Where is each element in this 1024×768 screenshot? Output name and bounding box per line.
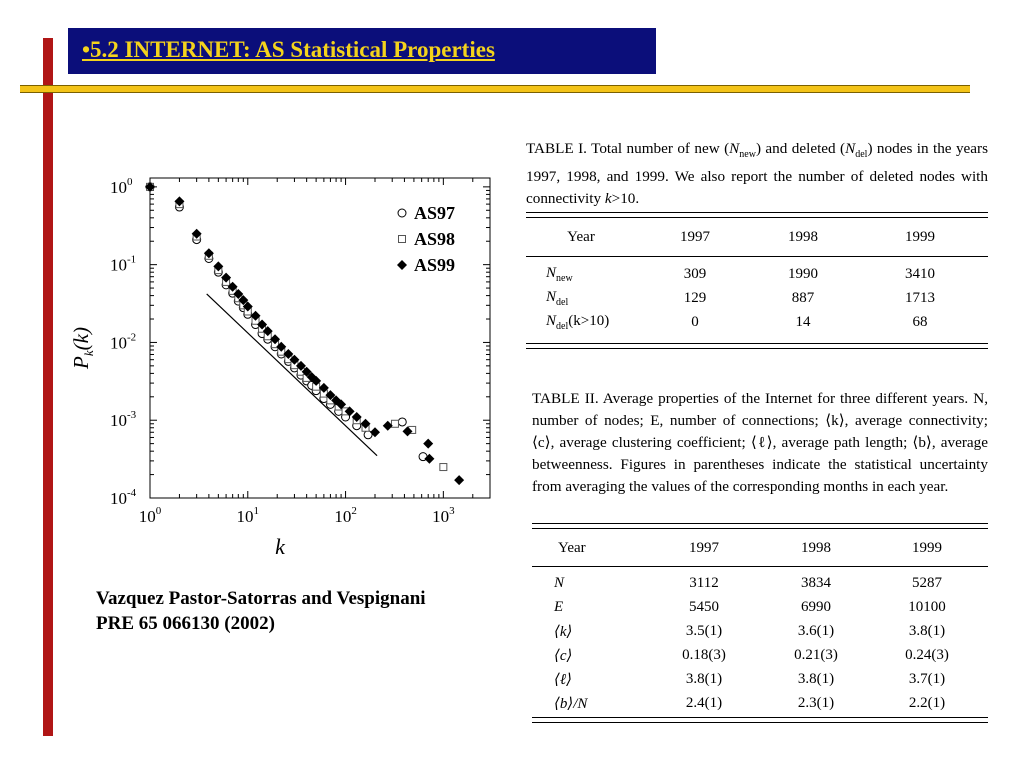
table1-header-rule bbox=[526, 256, 988, 257]
data-point-marker bbox=[398, 418, 406, 426]
legend-label: AS97 bbox=[414, 203, 456, 223]
table1-caption bbox=[526, 138, 988, 210]
table-row bbox=[532, 595, 988, 619]
legend-marker bbox=[397, 260, 407, 270]
data-point-marker bbox=[440, 464, 447, 471]
table1-bottom-rule bbox=[526, 343, 988, 349]
table-cell: 2.4(1) bbox=[685, 694, 723, 711]
caption-text: >10. bbox=[611, 190, 640, 208]
data-point bbox=[423, 439, 433, 449]
y-tick-label: $10^0$ bbox=[110, 175, 133, 197]
citation bbox=[96, 586, 426, 636]
legend-marker bbox=[398, 209, 406, 217]
series-as99 bbox=[145, 182, 464, 485]
table2-bottom-rule bbox=[532, 717, 988, 723]
table-cell: 14 bbox=[795, 313, 811, 330]
data-point-marker bbox=[423, 439, 433, 449]
table-cell: 887 bbox=[791, 289, 815, 306]
table-header-cell: 1997 bbox=[680, 228, 710, 245]
table-cell: 5450 bbox=[689, 598, 719, 615]
left-accent-bar bbox=[43, 38, 53, 736]
table-cell: 2.3(1) bbox=[797, 694, 835, 711]
table-header-cell: 1997 bbox=[689, 539, 719, 556]
row-label: $N_{del}$ bbox=[546, 288, 569, 308]
y-tick-label: $10^{-1}$ bbox=[110, 253, 137, 275]
table-cell: 6990 bbox=[801, 598, 831, 615]
caption-symbol: k bbox=[604, 190, 612, 208]
row-label: $N_{new}$ bbox=[546, 264, 573, 284]
legend-marker bbox=[399, 236, 406, 243]
row-label: ⟨c⟩ bbox=[554, 647, 573, 664]
table-header-cell: 1999 bbox=[912, 539, 942, 556]
table-cell: 0.24(3) bbox=[905, 646, 949, 663]
title-box bbox=[68, 28, 656, 74]
caption-symbol: N bbox=[729, 140, 740, 157]
table1 bbox=[526, 225, 988, 249]
x-axis-label: k bbox=[275, 534, 285, 559]
row-label: E bbox=[554, 598, 564, 615]
table2-body bbox=[532, 571, 988, 715]
row-label: ⟨k⟩ bbox=[554, 623, 573, 640]
citation-authors: Vazquez Pastor-Satorras and Vespignani bbox=[96, 588, 426, 609]
row-label: $N_{del}(k>10)$ bbox=[546, 312, 610, 332]
table-row bbox=[532, 667, 988, 691]
table-cell: 3112 bbox=[689, 574, 719, 591]
table-cell: 0 bbox=[691, 313, 699, 330]
table-cell: 309 bbox=[683, 265, 707, 282]
legend-item bbox=[397, 255, 455, 275]
table-header-cell: 1999 bbox=[905, 228, 935, 245]
row-label: N bbox=[554, 574, 565, 591]
table-cell: 1990 bbox=[788, 265, 818, 282]
table-cell: 0.18(3) bbox=[682, 646, 726, 663]
citation-reference: PRE 65 066130 (2002) bbox=[96, 613, 275, 634]
caption-text: TABLE I. Total number of new ( bbox=[526, 140, 730, 157]
table-cell: 0.21(3) bbox=[794, 646, 838, 663]
series-as98 bbox=[147, 183, 447, 470]
table1-body bbox=[526, 262, 988, 334]
table-cell: 3.5(1) bbox=[685, 622, 723, 639]
row-label: ⟨ℓ⟩ bbox=[554, 671, 572, 688]
table1-top-rule bbox=[526, 212, 988, 218]
table-cell: 3.6(1) bbox=[797, 622, 835, 639]
table-row bbox=[526, 286, 988, 310]
x-tick-label: $10^2$ bbox=[334, 505, 357, 526]
slide-title: •5.2 INTERNET: AS Statistical Properties bbox=[82, 37, 495, 62]
table-cell: 5287 bbox=[912, 574, 942, 591]
legend-item bbox=[399, 229, 456, 249]
data-point-marker bbox=[454, 475, 464, 485]
data-point bbox=[454, 475, 464, 485]
table-cell: 10100 bbox=[908, 598, 946, 615]
y-tick-label: $10^{-3}$ bbox=[110, 409, 137, 431]
data-point bbox=[398, 418, 406, 426]
table-cell: 3.8(1) bbox=[908, 622, 946, 639]
table-cell: 3.8(1) bbox=[685, 670, 723, 687]
table2-header-row bbox=[532, 536, 988, 560]
y-tick-label: $10^{-4}$ bbox=[110, 487, 137, 508]
legend-item bbox=[398, 203, 455, 223]
degree-distribution-chart bbox=[60, 160, 510, 570]
series-as97 bbox=[146, 183, 427, 461]
table1-header-row bbox=[526, 225, 988, 249]
table-cell: 68 bbox=[912, 313, 928, 330]
top-accent-rule bbox=[20, 85, 970, 93]
table2-header-rule bbox=[532, 566, 988, 567]
table-row bbox=[532, 643, 988, 667]
data-point bbox=[440, 464, 447, 471]
x-tick-label: $10^0$ bbox=[138, 505, 162, 526]
table-row bbox=[532, 691, 988, 715]
legend bbox=[397, 203, 455, 275]
table-header-cell: Year bbox=[567, 228, 595, 245]
y-axis-label: $P_k(k)$ bbox=[69, 327, 96, 369]
table2-caption: TABLE II. Average properties of the Internet for three different years. N, number of nodes; E, number of connections; ⟨k⟩, average connectivity; ⟨c⟩, average clustering coefficient; ⟨ℓ⟩, average path length; ⟨b⟩, average betweenness. Figures in parentheses indicate the statistical uncertainty from averaging the values of the corresponding months in each year. bbox=[532, 390, 988, 495]
data-point bbox=[391, 420, 398, 427]
caption-text: ) nodes in the years 1997, 1998, and 1999. We also report the number of deleted nodes with connectivity bbox=[526, 140, 988, 208]
table-cell: 3.8(1) bbox=[797, 670, 835, 687]
caption-text: ) and deleted ( bbox=[755, 140, 846, 157]
table-cell: 1713 bbox=[905, 289, 935, 306]
row-label: ⟨b⟩/N bbox=[554, 695, 588, 712]
plot-frame bbox=[150, 178, 490, 498]
y-tick-label: $10^{-2}$ bbox=[110, 331, 137, 353]
reference-slope-line bbox=[207, 294, 377, 456]
caption-symbol: N bbox=[845, 140, 856, 157]
table-row bbox=[526, 310, 988, 334]
legend-label: AS98 bbox=[414, 229, 456, 249]
caption-subscript: new bbox=[739, 149, 756, 161]
table-cell: 3.7(1) bbox=[908, 670, 946, 687]
x-tick-label: $10^3$ bbox=[432, 505, 455, 526]
table2-top-rule bbox=[532, 523, 988, 529]
table-header-cell: 1998 bbox=[788, 228, 818, 245]
table-header-cell: 1998 bbox=[801, 539, 831, 556]
table-cell: 2.2(1) bbox=[908, 694, 946, 711]
table2 bbox=[532, 536, 988, 560]
table-header-cell: Year bbox=[558, 539, 586, 556]
table-row bbox=[532, 571, 988, 595]
table-cell: 129 bbox=[683, 289, 707, 306]
table-cell: 3834 bbox=[801, 574, 831, 591]
x-tick-label: $10^1$ bbox=[236, 505, 260, 526]
table-row bbox=[532, 619, 988, 643]
legend-label: AS99 bbox=[414, 255, 456, 275]
table-row bbox=[526, 262, 988, 286]
table-cell: 3410 bbox=[905, 265, 935, 282]
data-point-marker bbox=[391, 420, 398, 427]
caption-subscript: del bbox=[855, 149, 868, 161]
